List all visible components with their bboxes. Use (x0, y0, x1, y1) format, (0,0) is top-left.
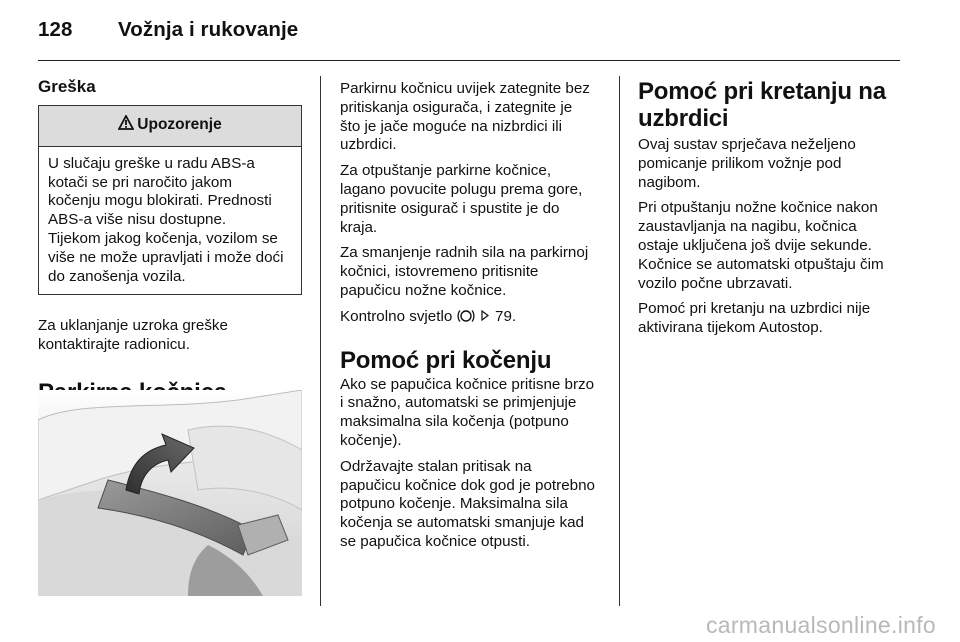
page-reference-triangle-icon (481, 308, 489, 327)
text-line: Ovaj sustav sprječava neželjeno (638, 136, 856, 153)
text-line: pritisnite osigurač i spustite je do (340, 199, 560, 217)
section-heading-kocenju: Pomoć pri kočenju (340, 346, 552, 374)
text-line: Pri otpuštanju nožne kočnice nakon (638, 199, 878, 217)
middle-column (340, 80, 610, 559)
chapter-title: Vožnja i rukovanje (118, 18, 299, 41)
heading-line: uzbrdici (638, 105, 729, 132)
text-line: Za uklanjanje uzroka greške (38, 317, 228, 335)
paragraph (638, 300, 906, 338)
text-line: lagano povucite polugu prema gore, (340, 180, 583, 198)
text-line: kočenja se automatski smanjuje kad (340, 514, 584, 532)
text-line: papučicu kočnice dok god je potrebno (340, 476, 595, 494)
text-line: Tijekom jakog kočenja, vozilom se (48, 229, 278, 247)
warning-text (39, 147, 301, 295)
warning-header (39, 106, 301, 147)
warning-box (38, 105, 302, 296)
text-line: kočenju mogu blokirati. Prednosti (48, 192, 272, 210)
text-line: ABS-a više nisu dostupne. (48, 211, 227, 229)
text-line: pritiskanja osigurača, i zategnite je (340, 98, 573, 116)
text-line: kontaktirajte radionicu. (38, 336, 190, 354)
parking-brake-illustration (38, 390, 302, 596)
text-line: kočenje). (340, 431, 402, 449)
text-line: uzbrdici. (340, 136, 397, 154)
paragraph (340, 80, 610, 155)
left-column (38, 78, 302, 406)
heading-line: Pomoć pri kretanju na (638, 78, 886, 105)
text-line: do zanošenja vozila. (48, 267, 186, 285)
text-line: Kočnice se automatski otpuštaju čim (638, 255, 884, 273)
header-rule (38, 60, 900, 61)
text-line: zaustavljanja na nagibu, kočnica (638, 218, 857, 236)
right-column (638, 78, 906, 345)
paragraph-warning-light (340, 308, 610, 330)
text-line: vozilo počne ubrzavati. (638, 274, 793, 292)
column-divider-1 (320, 76, 321, 606)
text-line: Za otpuštanje parkirne kočnice, (340, 162, 552, 180)
warning-title: Upozorenje (137, 116, 222, 134)
warning-triangle-icon (118, 115, 137, 136)
text-line: Održavajte stalan pritisak na (340, 457, 532, 475)
section-heading-greska: Greška (38, 77, 96, 96)
text-line: ostaje uključena još dvije sekunde. (638, 236, 872, 254)
text-line: Pomoć pri kretanju na uzbrdici nije (638, 300, 871, 318)
page-reference: 79. (495, 307, 517, 325)
paragraph (638, 199, 906, 293)
text-line: Parkirnu kočnicu uvijek zategnite bez (340, 80, 590, 97)
text-line: se papučica kočnice otpusti. (340, 532, 530, 550)
paragraph (340, 244, 610, 300)
text-line: kotači se pri naročito jakom (48, 173, 233, 191)
section-heading-uzbrdici (638, 78, 906, 132)
text-line: aktivirana tijekom Autostop. (638, 319, 823, 337)
text-line: što je jače moguće na nizbrdici ili (340, 117, 563, 135)
paragraph (340, 376, 610, 451)
text-line: nagibom. (638, 173, 701, 191)
text-line: Za smanjenje radnih sila na parkirnoj (340, 244, 589, 262)
paragraph (340, 162, 610, 237)
paragraph (340, 458, 610, 552)
text-line: i snažno, automatski se primjenjuje (340, 394, 577, 412)
paragraph (638, 136, 906, 192)
column-divider-2 (619, 76, 620, 606)
text-line: potpuno kočenje. Maksimalna sila (340, 495, 568, 513)
text-line: Kontrolno svjetlo (340, 307, 453, 325)
page-number: 128 (38, 18, 73, 41)
text-line: pomicanje prilikom vožnje pod (638, 154, 842, 172)
brake-warning-light-icon (457, 308, 475, 330)
text-line: maksimalna sila kočenja (potpuno (340, 413, 569, 431)
text-line: U slučaju greške u radu ABS-a (48, 154, 255, 172)
text-line: kočnici, istovremeno pritisnite (340, 263, 539, 281)
text-line: više ne može upravljati i može doći (48, 248, 284, 266)
watermark: carmanualsonline.info (705, 612, 936, 638)
text-line: Ako se papučica kočnice pritisne brzo (340, 375, 595, 393)
paragraph-contact (38, 317, 302, 355)
text-line: papučicu nožne kočnice. (340, 281, 507, 299)
text-line: kraja. (340, 218, 378, 236)
